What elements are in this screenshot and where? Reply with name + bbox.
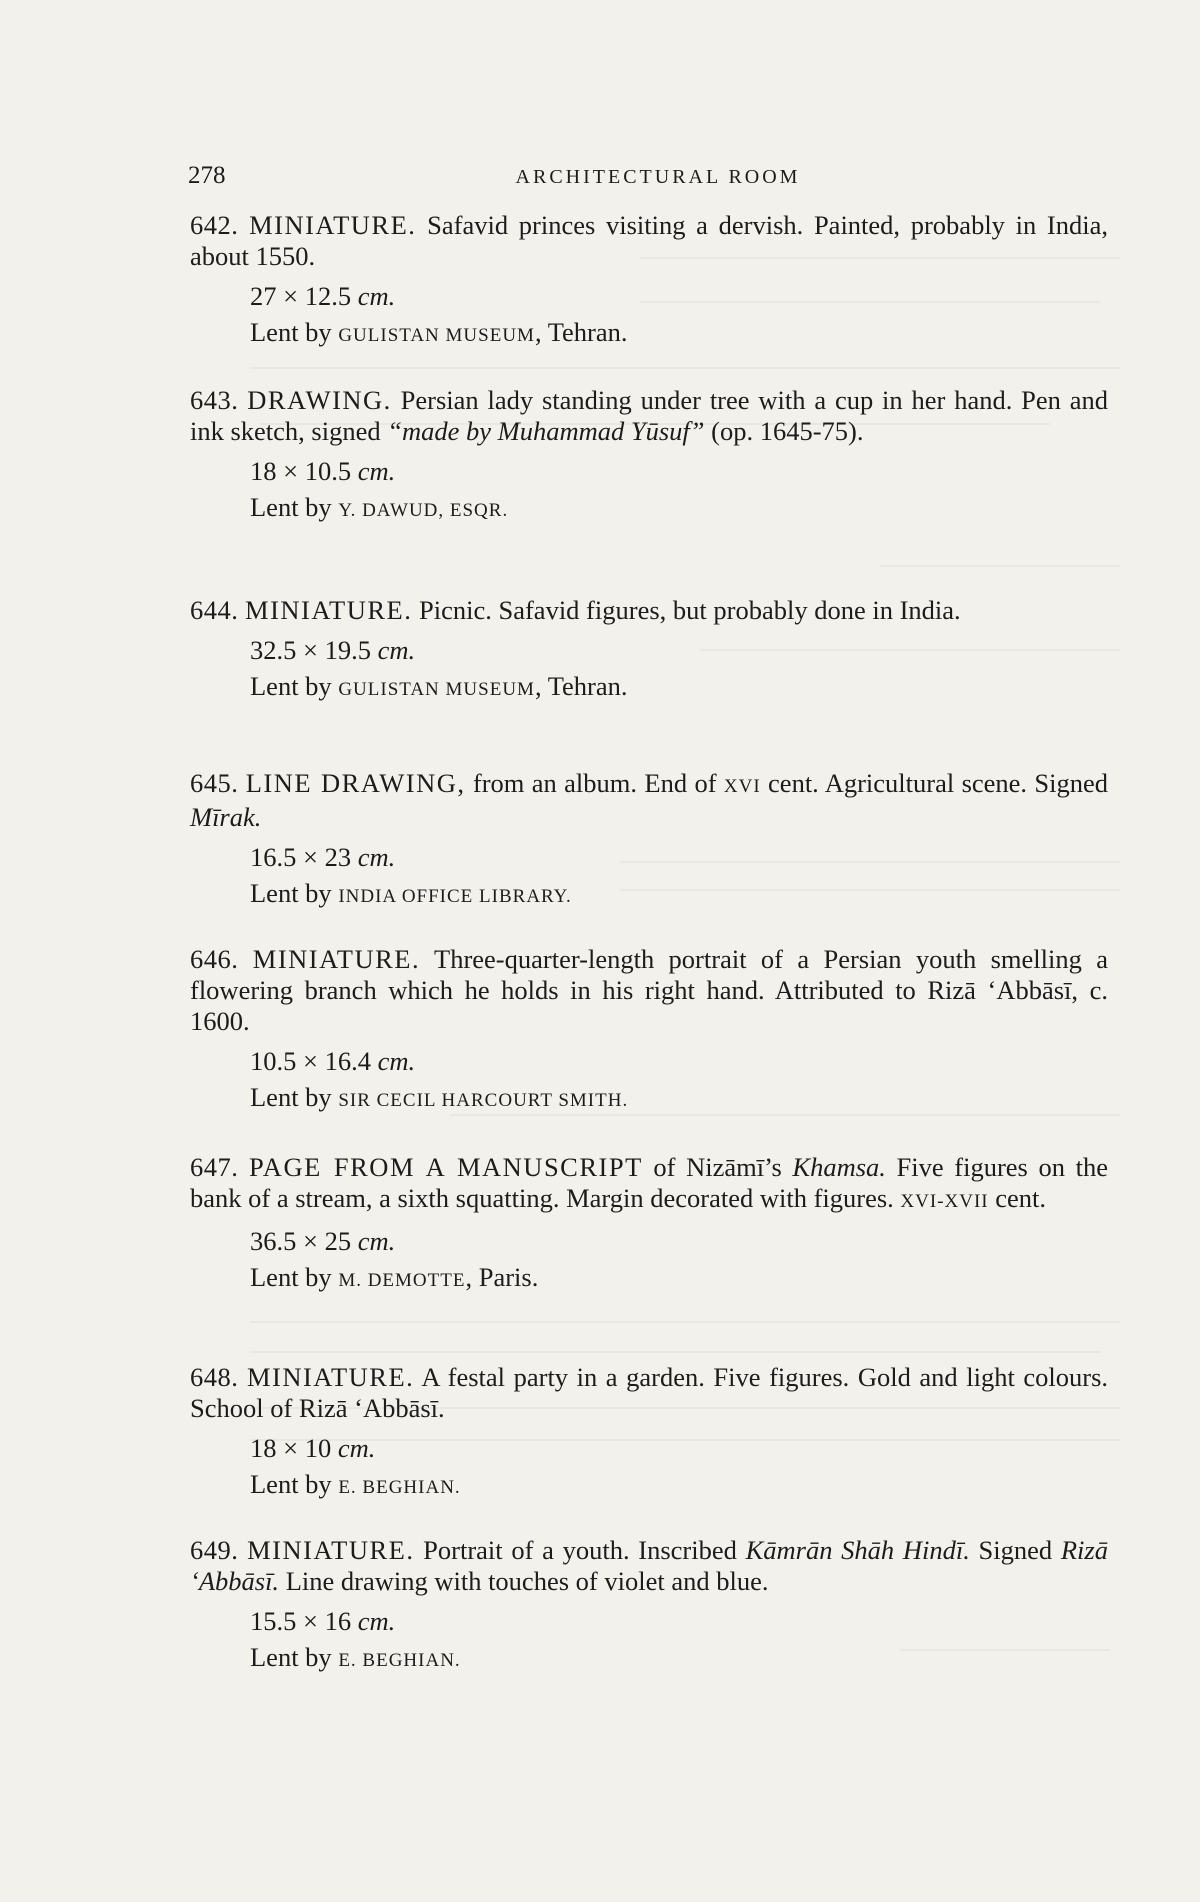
- entry-title: DRAWING.: [247, 385, 392, 415]
- catalogue-entry-648: [0, 1362, 1200, 1506]
- entry-lender: Lent by GULISTAN MUSEUM, Tehran.: [250, 317, 628, 347]
- signature: Rizā ‘Abbāsī.: [190, 1535, 1108, 1596]
- entry-title: MINIATURE.: [252, 944, 421, 974]
- page-header: [188, 162, 1128, 192]
- entry-title: MINIATURE.: [245, 595, 413, 625]
- entry-description: 647. PAGE FROM A MANUSCRIPT of Nizāmī’s Khamsa. Five figures on the bank of a stream, a sixth squatting. Margin decorated with figures. XVI-XVII cent.: [190, 1152, 1108, 1213]
- entry-lender: Lent by INDIA OFFICE LIBRARY.: [250, 878, 572, 908]
- lender-name: INDIA OFFICE LIBRARY.: [338, 886, 572, 907]
- entry-title: MINIATURE.: [247, 1535, 415, 1565]
- lender-name: E. BEGHIAN.: [338, 1477, 461, 1498]
- signature: Mīrak.: [190, 802, 262, 832]
- lender-name: E. BEGHIAN.: [338, 1650, 461, 1671]
- entry-title: MINIATURE.: [246, 1362, 415, 1392]
- entry-dimensions: 32.5 × 19.5 cm.: [250, 635, 416, 665]
- entry-description: 643. DRAWING. Persian lady standing under tree with a cup in her hand. Pen and ink sketch, signed “made by Muhammad Yūsuf” (op. 1645-75).: [190, 385, 1109, 446]
- entry-lender: Lent by SIR CECIL HARCOURT SMITH.: [250, 1082, 629, 1112]
- entry-dimensions: 36.5 × 25 cm.: [250, 1226, 396, 1256]
- entry-description: 644. MINIATURE. Picnic. Safavid figures, but probably done in India.: [190, 595, 961, 625]
- page-number: 278: [188, 162, 226, 189]
- catalogue-entry-643: [0, 385, 1200, 529]
- running-title: ARCHITECTURAL ROOM: [515, 166, 801, 188]
- entry-title: PAGE FROM A MANUSCRIPT: [249, 1152, 643, 1182]
- entry-lender: Lent by E. BEGHIAN.: [250, 1469, 461, 1499]
- entry-title: MINIATURE.: [249, 210, 417, 240]
- entry-dimensions: 10.5 × 16.4 cm.: [250, 1046, 416, 1076]
- entry-number: 644.: [190, 595, 239, 625]
- entry-description: [190, 210, 1108, 272]
- entry-number: 642.: [190, 210, 239, 240]
- entry-lender: Lent by M. DEMOTTE, Paris.: [250, 1262, 539, 1292]
- entry-number: 648.: [190, 1362, 239, 1392]
- lender-name: Y. DAWUD, ESQR.: [338, 500, 509, 521]
- entry-dimensions: 16.5 × 23 cm.: [250, 842, 396, 872]
- entry-lender: Lent by GULISTAN MUSEUM, Tehran.: [250, 671, 628, 701]
- lender-name: GULISTAN MUSEUM: [338, 325, 535, 346]
- catalogue-entry-645: [0, 768, 1200, 915]
- inscription: Kāmrān Shāh Hindī.: [745, 1535, 970, 1565]
- catalogue-entry-646: [0, 944, 1200, 1119]
- entry-number: 647.: [190, 1152, 239, 1182]
- entry-lender: Lent by E. BEGHIAN.: [250, 1642, 461, 1672]
- catalogue-entry-647: [0, 1152, 1200, 1299]
- catalogue-entry-649: [0, 1535, 1200, 1679]
- entry-description: 648. MINIATURE. A festal party in a garden. Five figures. Gold and light colours. School of Rizā ‘Abbāsī.: [190, 1362, 1109, 1423]
- entry-description: 646. MINIATURE. Three-quarter-length portrait of a Persian youth smelling a flowering branch which he holds in his right hand. Attributed to Rizā ‘Abbāsī, c. 1600.: [190, 944, 1108, 1036]
- signature: “made by Muhammad Yūsuf”: [387, 416, 705, 446]
- entry-description: 645. LINE DRAWING, from an album. End of XVI cent. Agricultural scene. Signed Mīrak.: [190, 768, 1109, 832]
- entry-dimensions: 27 × 12.5 cm.: [250, 281, 396, 311]
- entry-number: 649.: [190, 1535, 239, 1565]
- entry-number: 645.: [190, 768, 239, 798]
- entry-number: 646.: [190, 944, 239, 974]
- catalogue-entry-644: [0, 595, 1200, 708]
- catalogue-entry-642: [0, 210, 1200, 354]
- entry-dimensions: 18 × 10.5 cm.: [250, 456, 396, 486]
- work-title: Khamsa.: [792, 1152, 886, 1182]
- lender-name: M. DEMOTTE: [338, 1270, 466, 1291]
- entry-lender: Lent by Y. DAWUD, ESQR.: [250, 492, 509, 522]
- entry-title: LINE DRAWING,: [245, 768, 466, 798]
- entry-dimensions: 18 × 10 cm.: [250, 1433, 376, 1463]
- entry-dimensions: 15.5 × 16 cm.: [250, 1606, 396, 1636]
- entry-number: 643.: [190, 385, 239, 415]
- lender-name: SIR CECIL HARCOURT SMITH.: [338, 1090, 629, 1111]
- entry-description: 649. MINIATURE. Portrait of a youth. Inscribed Kāmrān Shāh Hindī. Signed Rizā ‘Abbāsī. Line drawing with touches of violet and blue.: [190, 1535, 1108, 1596]
- lender-name: GULISTAN MUSEUM: [338, 679, 535, 700]
- entry-description-text: Safavid princes visiting a dervish. Painted, probably in India, about 1550.: [190, 210, 1108, 271]
